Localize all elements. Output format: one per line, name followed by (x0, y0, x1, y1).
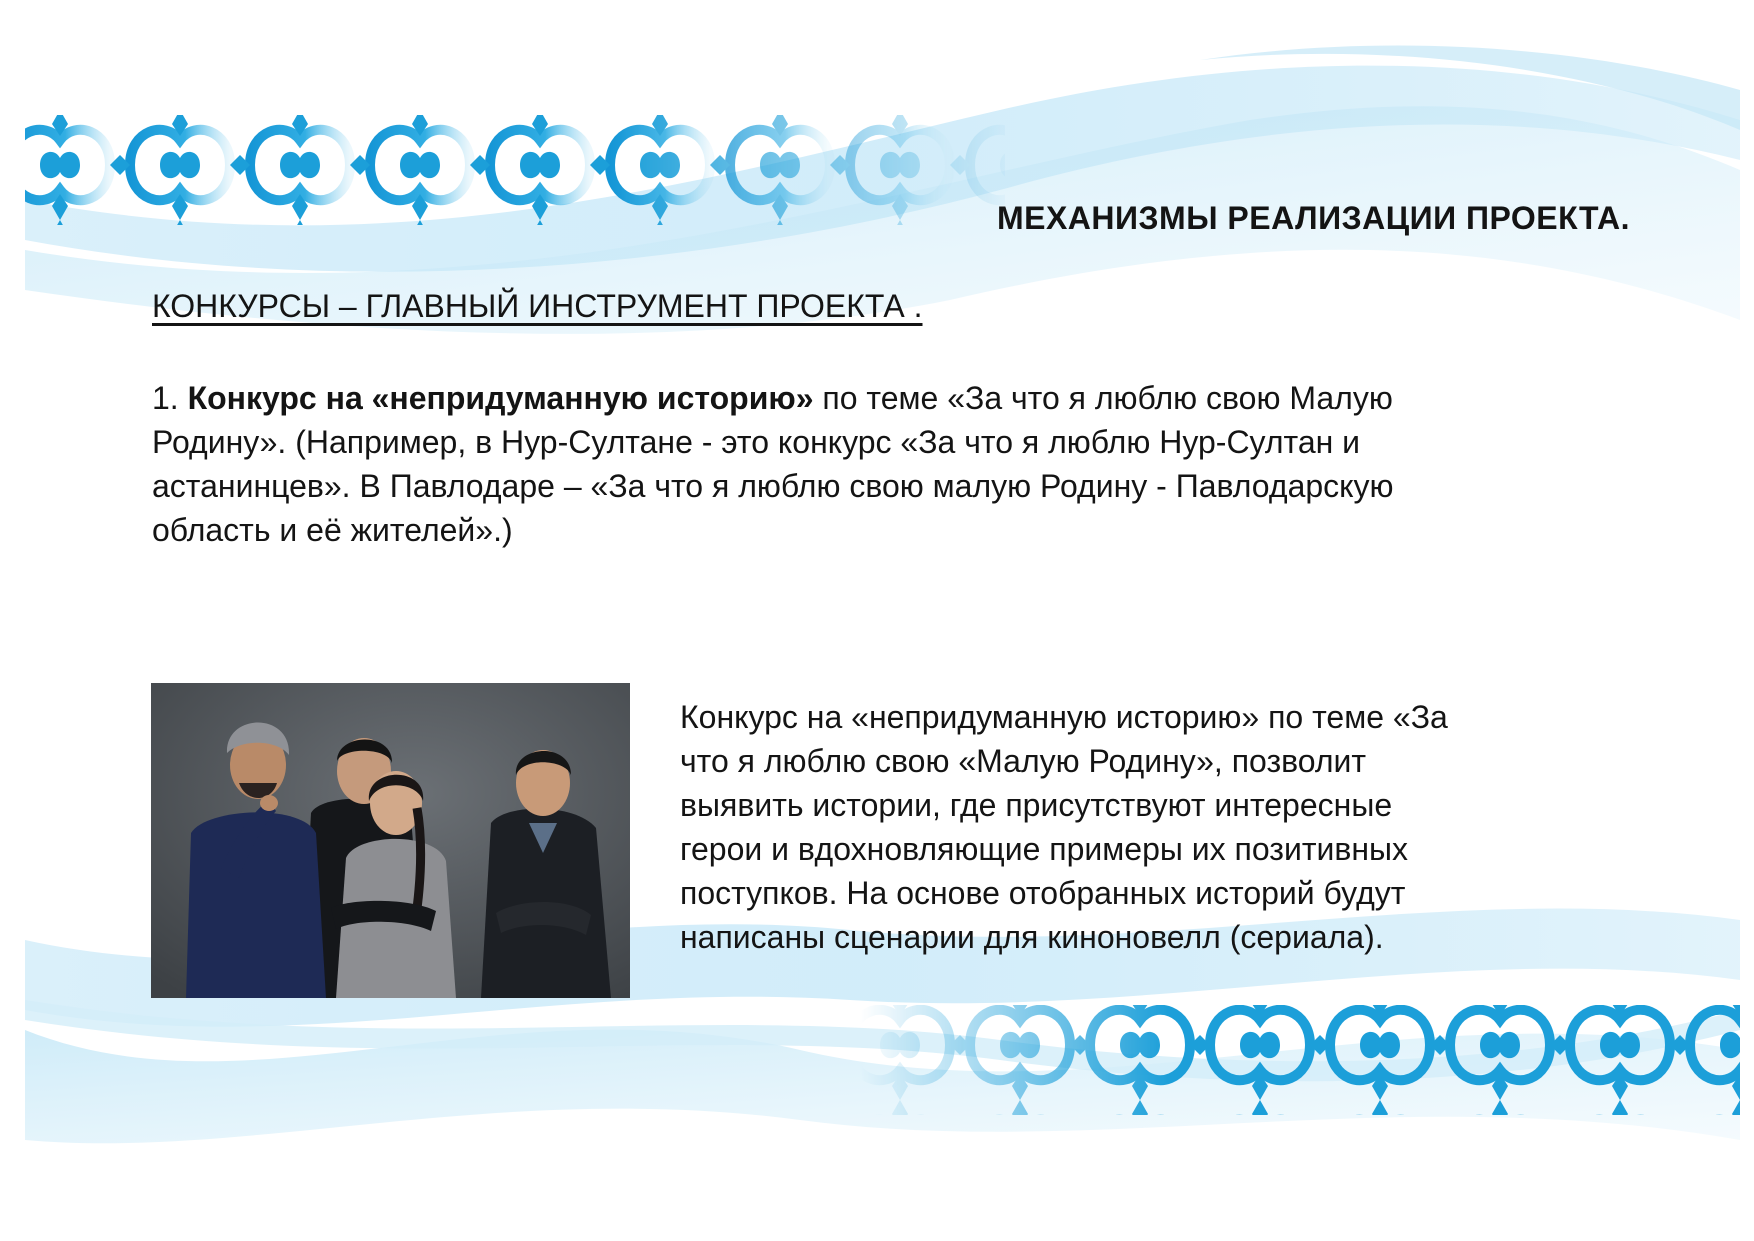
bottom-ornament-border (860, 1005, 1740, 1115)
caption-line: поступков. На основе отобранных историй будут (680, 875, 1406, 911)
paragraph-line: область и её жителей».) (152, 512, 513, 548)
caption-line: Конкурс на «непридуманную историю» по теме «За (680, 699, 1448, 735)
top-ornament-border (25, 115, 1005, 225)
contest-name: Конкурс на «непридуманную историю» (187, 380, 814, 416)
list-number: 1. (152, 380, 188, 416)
contest-summary (680, 695, 1630, 959)
caption-line: выявить истории, где присутствуют интересные (680, 787, 1393, 823)
contest-description (152, 376, 1632, 552)
paragraph-line: Родину». (Например, в Нур-Султане - это конкурс «За что я люблю Нур-Султан и (152, 424, 1361, 460)
section-subtitle: КОНКУРСЫ – ГЛАВНЫЙ ИНСТРУМЕНТ ПРОЕКТА . (152, 288, 923, 324)
paragraph-line: астанинцев». В Павлодаре – «За что я люблю свою малую Родину - Павлодарскую (152, 468, 1394, 504)
page-title: МЕХАНИЗМЫ РЕАЛИЗАЦИИ ПРОЕКТА. (996, 200, 1630, 236)
paragraph-text: по теме «За что я люблю свою Малую (813, 380, 1393, 416)
caption-line: герои и вдохновляющие примеры их позитивных (680, 831, 1409, 867)
cast-group-photo (151, 683, 630, 998)
paragraph-line (152, 376, 1632, 420)
caption-line: что я люблю свою «Малую Родину», позволит (680, 743, 1367, 779)
caption-line: написаны сценарии для киноновелл (сериала). (680, 919, 1384, 955)
